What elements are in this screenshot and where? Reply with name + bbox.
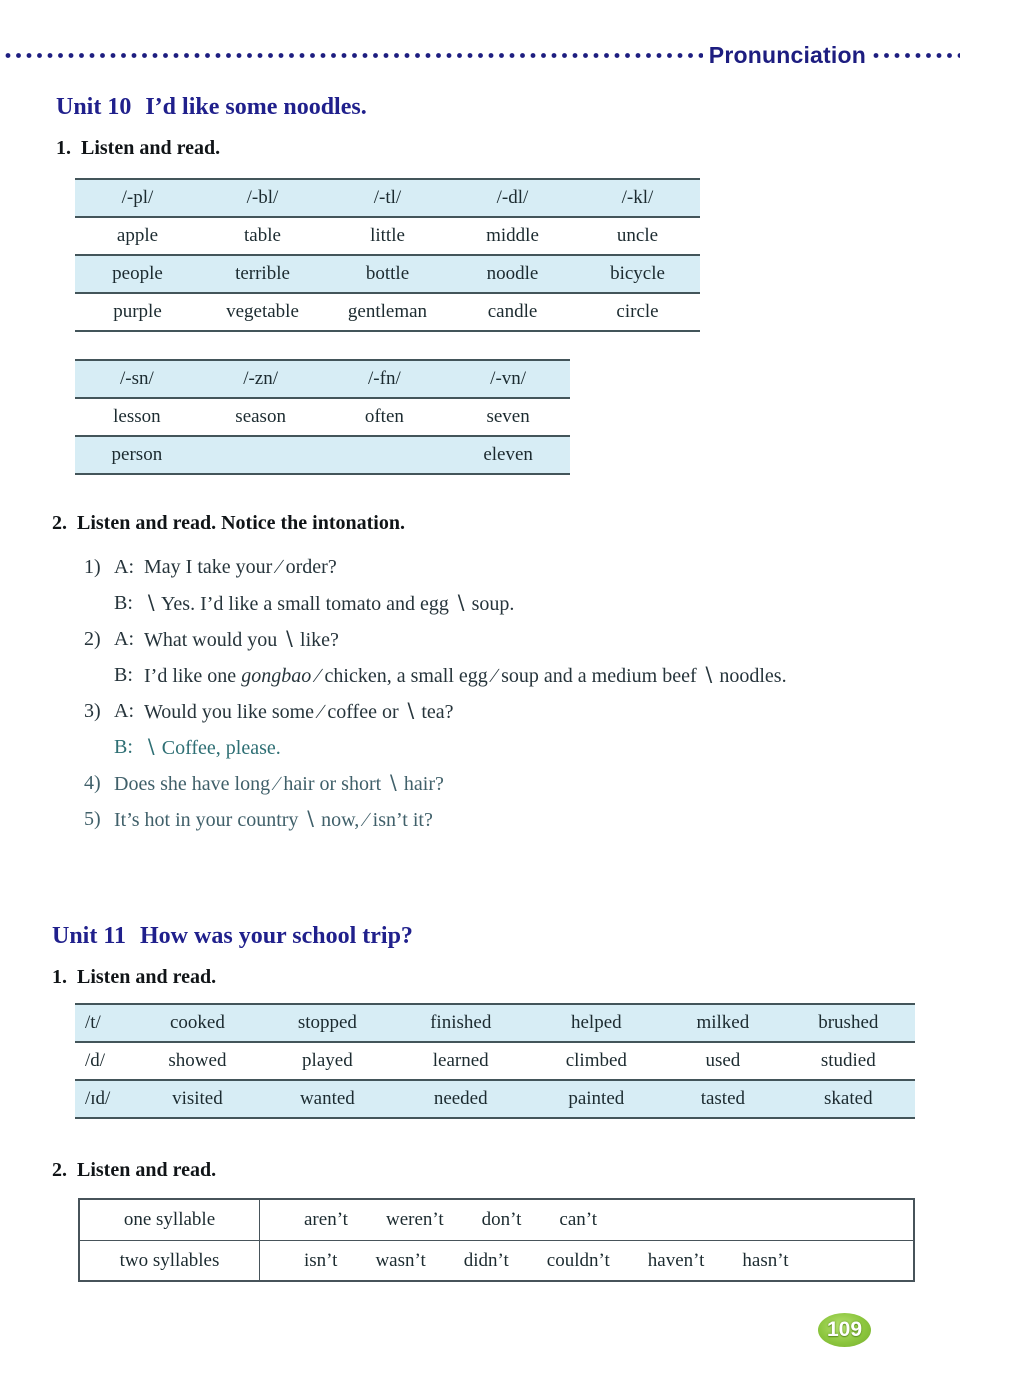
- table-row: [75, 398, 570, 436]
- word-cell: candle: [450, 293, 575, 331]
- dialogue-text: Would you like some ∕ coffee or ∖ tea?: [144, 700, 454, 723]
- phoneme-label: /t/: [75, 1004, 133, 1042]
- speaker-label: B:: [114, 735, 133, 758]
- exercise-number: 1.: [52, 966, 67, 988]
- unit10-phonics-table-2: [75, 359, 570, 475]
- item-number: 3): [84, 699, 101, 722]
- unit11-label: Unit 11: [52, 923, 127, 949]
- word-cell: don’t: [481, 1209, 522, 1230]
- word-cell: used: [664, 1042, 782, 1080]
- exercise-title: Listen and read. Notice the intonation.: [77, 512, 405, 534]
- word-cell: needed: [393, 1080, 529, 1118]
- phoneme-header: /-tl/: [325, 179, 450, 217]
- word-cell: hasn’t: [742, 1249, 789, 1271]
- dialogue-line: [84, 801, 1024, 837]
- dialogue-line: [84, 657, 1024, 693]
- dialogue-text: ∖ Coffee, please.: [144, 736, 281, 759]
- word-cell: eleven: [446, 436, 570, 474]
- exercise-title: Listen and read.: [77, 1159, 217, 1181]
- syllable-label: one syllable: [80, 1200, 260, 1240]
- word-cell: gentleman: [325, 293, 450, 331]
- word-cell: didn’t: [463, 1249, 509, 1271]
- page-number-badge: 109: [818, 1313, 871, 1347]
- speaker-label: A:: [114, 627, 134, 650]
- unit10-exercise1-heading: [56, 137, 1024, 160]
- phoneme-header: /-pl/: [75, 179, 200, 217]
- exercise-number: 1.: [56, 137, 71, 159]
- dialogue-line: [84, 693, 1024, 729]
- word-cell: painted: [529, 1080, 665, 1118]
- word-cell: apple: [75, 217, 200, 255]
- item-number: 5): [84, 807, 101, 830]
- dotted-leader-left: [4, 51, 703, 60]
- phoneme-header: /-kl/: [575, 179, 700, 217]
- table-header-row: [75, 360, 570, 398]
- table-row: [80, 1240, 913, 1280]
- word-cell: skated: [782, 1080, 915, 1118]
- word-cell: often: [323, 398, 447, 436]
- unit10-phonics-table-1: [75, 178, 700, 332]
- phoneme-header: /-zn/: [199, 360, 323, 398]
- word-cell: circle: [575, 293, 700, 331]
- syllable-label: two syllables: [80, 1241, 260, 1280]
- table-row: [75, 255, 700, 293]
- word-cell: couldn’t: [546, 1249, 610, 1271]
- item-number: 1): [84, 555, 101, 578]
- phoneme-header: /-fn/: [323, 360, 447, 398]
- phoneme-header: /-bl/: [200, 179, 325, 217]
- word-cell: learned: [393, 1042, 529, 1080]
- phoneme-label: /ɪd/: [75, 1080, 133, 1118]
- word-cell: vegetable: [200, 293, 325, 331]
- word-cell: cooked: [133, 1004, 262, 1042]
- speaker-label: A:: [114, 699, 134, 722]
- word-cell: season: [199, 398, 323, 436]
- word-cell: played: [262, 1042, 393, 1080]
- word-cell: middle: [450, 217, 575, 255]
- dialogue-line: [84, 765, 1024, 801]
- unit11-title: How was your school trip?: [140, 923, 413, 949]
- dialogue-line: [84, 585, 1024, 621]
- word-cell: isn’t: [304, 1249, 338, 1271]
- exercise-title: Listen and read.: [81, 137, 221, 159]
- pronunciation-header: [4, 41, 960, 68]
- speaker-label: B:: [114, 663, 133, 686]
- word-cell: tasted: [664, 1080, 782, 1118]
- word-list: [260, 1200, 597, 1240]
- word-cell: visited: [133, 1080, 262, 1118]
- word-cell: person: [75, 436, 199, 474]
- word-cell: purple: [75, 293, 200, 331]
- speaker-label: B:: [114, 591, 133, 614]
- exercise-number: 2.: [52, 512, 67, 534]
- table-header-row: [75, 179, 700, 217]
- word-cell: table: [200, 217, 325, 255]
- word-cell: wasn’t: [375, 1249, 426, 1271]
- unit11-heading: [52, 923, 1024, 950]
- exercise-title: Listen and read.: [77, 966, 217, 988]
- word-cell: helped: [529, 1004, 665, 1042]
- table-row: [75, 1004, 915, 1042]
- exercise-number: 2.: [52, 1159, 67, 1181]
- word-cell: lesson: [75, 398, 199, 436]
- dialogue-text: It’s hot in your country ∖ now, ∕ isn’t it?: [114, 808, 433, 831]
- dialogue-text: What would you ∖ like?: [144, 628, 339, 651]
- word-cell: noodle: [450, 255, 575, 293]
- word-cell: finished: [393, 1004, 529, 1042]
- table-row: [75, 1042, 915, 1080]
- word-cell: bottle: [325, 255, 450, 293]
- table-row: [80, 1200, 913, 1240]
- word-cell: terrible: [200, 255, 325, 293]
- phoneme-header: /-dl/: [450, 179, 575, 217]
- unit10-heading: [56, 94, 1024, 121]
- intonation-dialogue: [84, 549, 1024, 837]
- word-cell: climbed: [529, 1042, 665, 1080]
- word-cell: weren’t: [385, 1209, 444, 1230]
- phoneme-header: /-vn/: [446, 360, 570, 398]
- word-cell: can’t: [559, 1209, 598, 1230]
- speaker-label: A:: [114, 555, 134, 578]
- dialogue-line: [84, 549, 1024, 585]
- unit10-label: Unit 10: [56, 94, 132, 120]
- word-cell: little: [325, 217, 450, 255]
- table-row: [75, 293, 700, 331]
- dialogue-line: [84, 729, 1024, 765]
- word-cell: people: [75, 255, 200, 293]
- item-number: 4): [84, 771, 101, 794]
- item-number: 2): [84, 627, 101, 650]
- word-cell: wanted: [262, 1080, 393, 1118]
- dialogue-text: May I take your ∕ order?: [144, 555, 337, 578]
- unit10-title: I’d like some noodles.: [145, 94, 367, 120]
- table-row: [75, 1080, 915, 1118]
- dialogue-text: ∖ Yes. I’d like a small tomato and egg ∖ soup.: [144, 592, 515, 615]
- word-cell: [323, 436, 447, 474]
- dialogue-text: Does she have long ∕ hair or short ∖ hair?: [114, 772, 444, 795]
- dotted-leader-right: [872, 51, 960, 60]
- unit10-exercise2-heading: [52, 512, 1024, 535]
- phoneme-header: /-sn/: [75, 360, 199, 398]
- word-list: [260, 1241, 789, 1280]
- word-cell: aren’t: [304, 1209, 348, 1230]
- word-cell: haven’t: [647, 1249, 705, 1271]
- table-row: [75, 436, 570, 474]
- italic-word: gongbao: [241, 664, 312, 687]
- page-title: Pronunciation: [708, 41, 866, 68]
- dialogue-line: [84, 621, 1024, 657]
- word-cell: [199, 436, 323, 474]
- table-row: [75, 217, 700, 255]
- unit11-exercise1-heading: [52, 966, 1024, 989]
- word-cell: stopped: [262, 1004, 393, 1042]
- word-cell: showed: [133, 1042, 262, 1080]
- unit11-ed-endings-table: [75, 1003, 915, 1119]
- word-cell: uncle: [575, 217, 700, 255]
- unit11-contractions-table: [78, 1198, 915, 1282]
- dialogue-text: I’d like one gongbao ∕ chicken, a small egg ∕ soup and a medium beef ∖ noodles.: [144, 664, 787, 687]
- phoneme-label: /d/: [75, 1042, 133, 1080]
- word-cell: studied: [782, 1042, 915, 1080]
- unit11-exercise2-heading: [52, 1159, 1024, 1182]
- word-cell: seven: [446, 398, 570, 436]
- word-cell: bicycle: [575, 255, 700, 293]
- word-cell: brushed: [782, 1004, 915, 1042]
- word-cell: milked: [664, 1004, 782, 1042]
